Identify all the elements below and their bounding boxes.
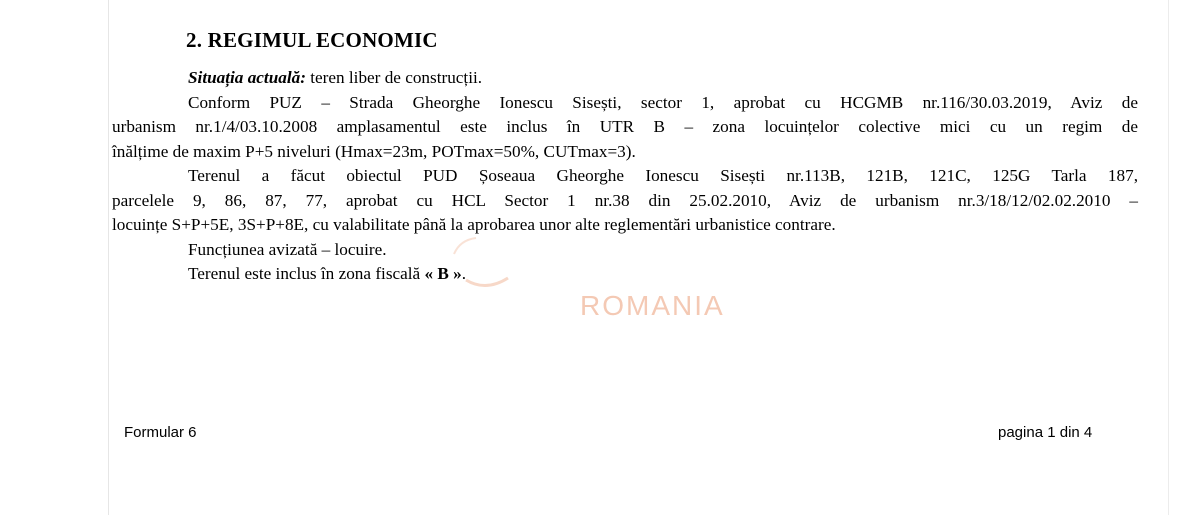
paragraph-pud-line-1: Terenul a făcut obiectul PUD Șoseaua Gheorghe Ionescu Sisești nr.113B, 121B, 121C, 125G Tarla 187,	[188, 166, 1138, 185]
paragraph-pud-line-3: locuințe S+P+5E, 3S+P+8E, cu valabilitate până la aprobarea unor alte reglementări urbanistice contrare.	[112, 215, 836, 234]
zona-fiscala-line	[112, 262, 1138, 287]
situatia-label: Situația actuală:	[188, 68, 306, 87]
zona-suffix: .	[461, 264, 467, 283]
functiunea-line: Funcțiunea avizată – locuire.	[188, 239, 387, 259]
situatia-text: teren liber de construcții.	[305, 68, 483, 87]
document-body	[112, 66, 1138, 287]
paragraph-puz-line-3: înălțime de maxim P+5 niveluri (Hmax=23m, POTmax=50%, CUTmax=3).	[112, 141, 636, 161]
footer-form-label: Formular 6	[124, 424, 197, 441]
footer-page-number: pagina 1 din 4	[998, 424, 1093, 441]
paragraph-pud-line-2: parcelele 9, 86, 87, 77, aprobat cu HCL Sector 1 nr.38 din 25.02.2010, Aviz de urbanism nr.3/18/12/02.02.2010 –	[112, 190, 1138, 210]
situatia-actuala-line	[112, 66, 1138, 91]
zona-prefix: Terenul este inclus în zona fiscală	[188, 264, 425, 283]
paragraph-puz-line-2: urbanism nr.1/4/03.10.2008 amplasamentul este inclus în UTR B – zona locuințelor colective mici cu un regim de	[112, 117, 1138, 136]
zona-value: « B »	[424, 264, 462, 283]
watermark-text: ROMANIA	[580, 290, 725, 321]
section-heading: 2. REGIMUL ECONOMIC	[186, 28, 438, 52]
page-edge-left	[108, 0, 109, 515]
page-edge-right	[1168, 0, 1169, 515]
paragraph-puz-line-1: Conform PUZ – Strada Gheorghe Ionescu Sisești, sector 1, aprobat cu HCGMB nr.116/30.03.2019, Aviz de	[188, 92, 1138, 112]
